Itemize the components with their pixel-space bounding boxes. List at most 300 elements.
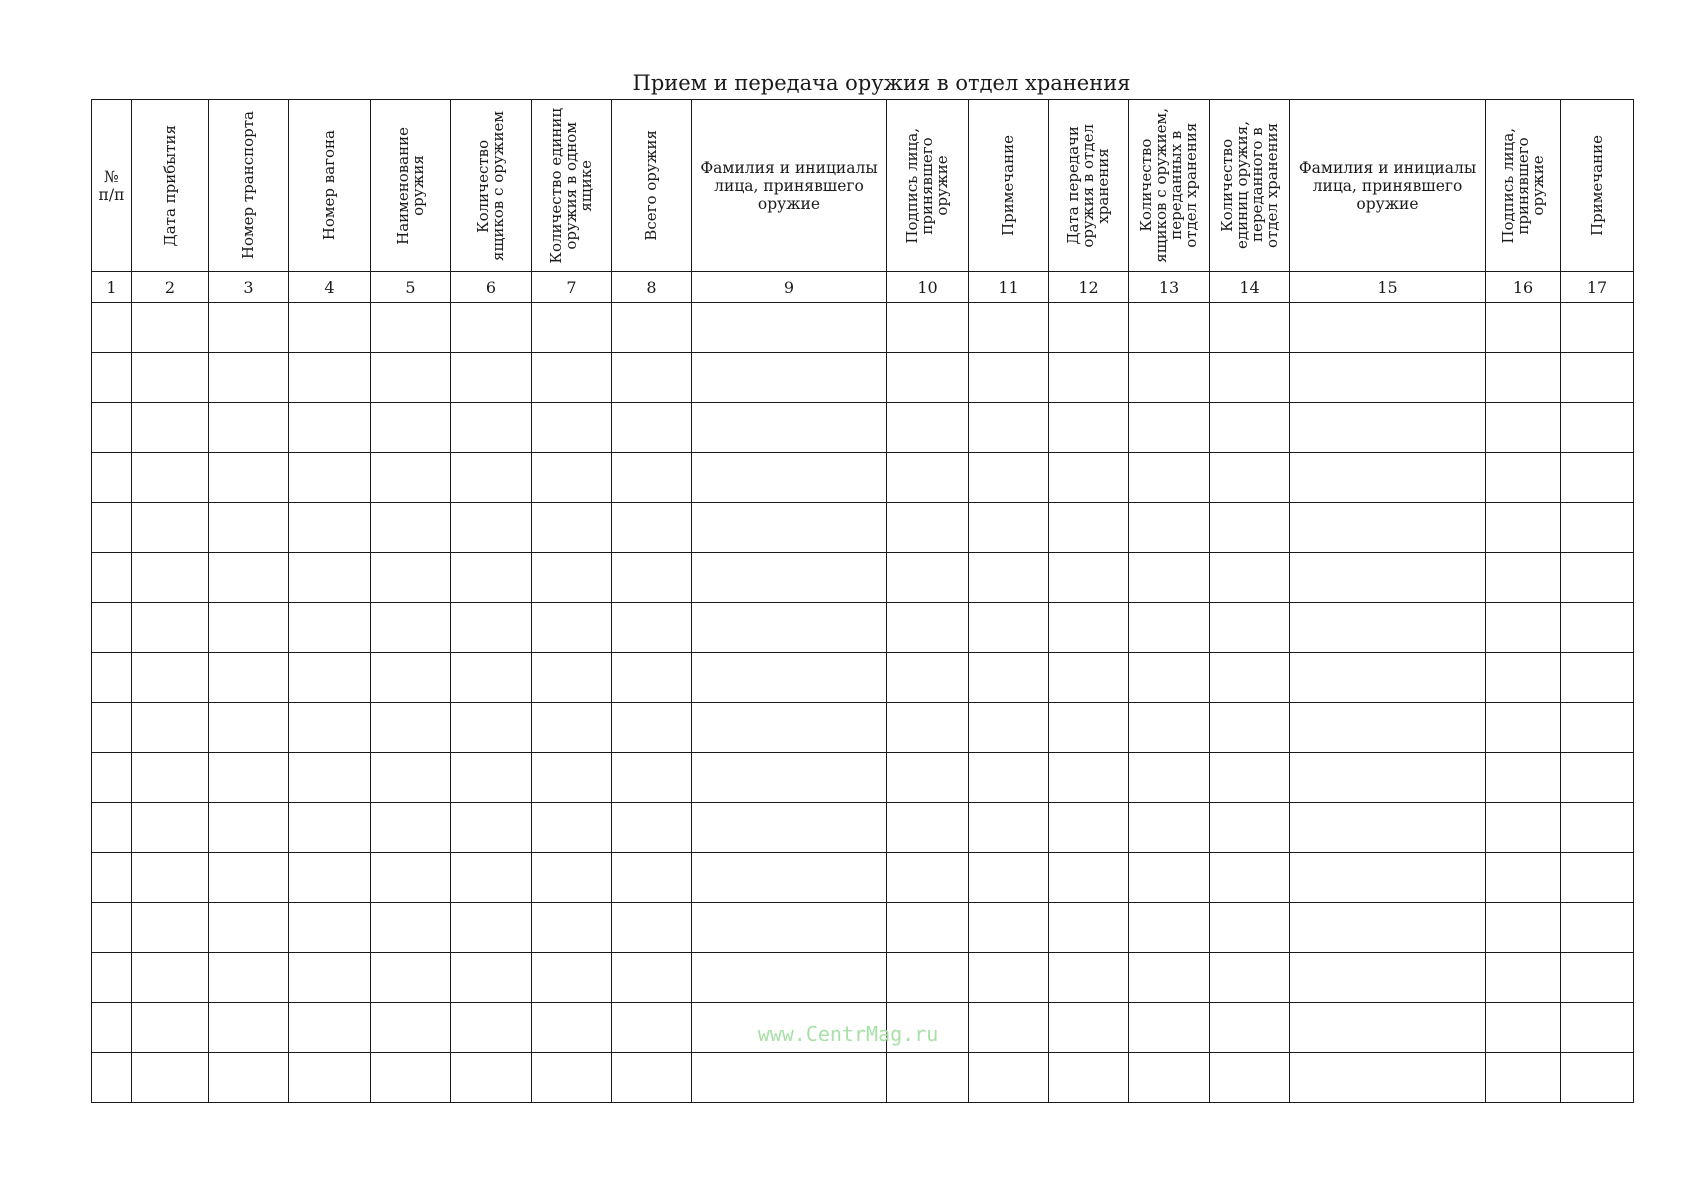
column-number: 9 <box>692 272 887 303</box>
table-cell <box>692 953 887 1003</box>
table-cell <box>532 853 612 903</box>
table-row <box>92 503 1634 553</box>
table-cell <box>451 753 532 803</box>
table-cell <box>612 353 692 403</box>
column-header-wrap <box>969 100 1048 271</box>
table-cell <box>969 753 1049 803</box>
table-cell <box>451 1003 532 1053</box>
table-row <box>92 653 1634 703</box>
table-cell <box>92 753 132 803</box>
table-cell <box>1561 1053 1634 1103</box>
table-cell <box>92 303 132 353</box>
table-cell <box>692 803 887 853</box>
table-cell <box>887 553 969 603</box>
table-cell <box>1210 953 1290 1003</box>
table-cell <box>451 603 532 653</box>
table-cell <box>612 753 692 803</box>
table-cell <box>1210 853 1290 903</box>
table-cell <box>612 653 692 703</box>
column-header-wrap <box>1049 100 1128 271</box>
table-cell <box>1486 953 1561 1003</box>
table-cell <box>371 403 451 453</box>
table-cell <box>92 603 132 653</box>
column-number: 5 <box>371 272 451 303</box>
column-number: 8 <box>612 272 692 303</box>
column-header-wrap <box>209 100 288 271</box>
table-cell <box>969 403 1049 453</box>
table-cell <box>451 703 532 753</box>
table-cell <box>969 453 1049 503</box>
table-cell <box>371 553 451 603</box>
table-cell <box>289 1003 371 1053</box>
table-cell <box>969 853 1049 903</box>
table-cell <box>1049 803 1129 853</box>
table-cell <box>1210 603 1290 653</box>
table-cell <box>1561 903 1634 953</box>
column-header-wrap <box>1129 100 1209 271</box>
table-cell <box>692 853 887 903</box>
table-row <box>92 1003 1634 1053</box>
table-cell <box>451 553 532 603</box>
table-cell <box>132 1053 209 1103</box>
table-cell <box>1486 703 1561 753</box>
table-cell <box>289 503 371 553</box>
table-cell <box>887 453 969 503</box>
column-header-8 <box>612 100 692 272</box>
table-cell <box>1561 503 1634 553</box>
column-header-wrap <box>1486 100 1560 271</box>
table-cell <box>1129 553 1210 603</box>
column-number: 13 <box>1129 272 1210 303</box>
table-row <box>92 903 1634 953</box>
table-cell <box>1561 803 1634 853</box>
table-cell <box>132 1003 209 1053</box>
table-cell <box>1486 903 1561 953</box>
table-cell <box>1290 953 1486 1003</box>
column-header-label: Дата передачи оружия в отдел хранения <box>1064 123 1112 248</box>
table-cell <box>209 653 289 703</box>
table-row <box>92 803 1634 853</box>
page-title: Прием и передача оружия в отдел хранения <box>632 71 1131 95</box>
table-cell <box>132 653 209 703</box>
table-cell <box>451 503 532 553</box>
column-header-label: Фамилия и инициалы лица, принявшего оружие <box>1298 158 1477 213</box>
table-cell <box>451 453 532 503</box>
table-cell <box>1129 653 1210 703</box>
column-number: 16 <box>1486 272 1561 303</box>
column-header-label: Количество ящиков с оружием, переданных в отдел хранения <box>1137 108 1200 263</box>
table-cell <box>132 703 209 753</box>
table-cell <box>887 953 969 1003</box>
column-number: 3 <box>209 272 289 303</box>
table-row <box>92 603 1634 653</box>
table-cell <box>1561 853 1634 903</box>
table-cell <box>1290 653 1486 703</box>
table-cell <box>92 1053 132 1103</box>
table-cell <box>1290 753 1486 803</box>
table-cell <box>1486 803 1561 853</box>
table-cell <box>289 1053 371 1103</box>
table-cell <box>1486 503 1561 553</box>
table-cell <box>209 603 289 653</box>
table-cell <box>532 653 612 703</box>
table-cell <box>612 903 692 953</box>
column-header-label: Фамилия и инициалы лица, принявшего оружие <box>700 158 878 213</box>
table-cell <box>969 603 1049 653</box>
table-cell <box>1561 953 1634 1003</box>
table-cell <box>1486 1003 1561 1053</box>
table-cell <box>371 353 451 403</box>
column-header-3 <box>209 100 289 272</box>
column-header-6 <box>451 100 532 272</box>
table-cell <box>532 403 612 453</box>
table-cell <box>1129 453 1210 503</box>
table-cell <box>371 703 451 753</box>
table-cell <box>612 603 692 653</box>
table-row <box>92 853 1634 903</box>
table-cell <box>1561 753 1634 803</box>
table-cell <box>1561 1003 1634 1053</box>
table-cell <box>1486 753 1561 803</box>
table-cell <box>1049 753 1129 803</box>
table-cell <box>1290 453 1486 503</box>
table-cell <box>451 403 532 453</box>
table-cell <box>887 703 969 753</box>
table-cell <box>1290 503 1486 553</box>
column-number: 12 <box>1049 272 1129 303</box>
table-row <box>92 303 1634 353</box>
column-number-row <box>92 272 1634 303</box>
table-cell <box>132 603 209 653</box>
table-cell <box>612 853 692 903</box>
table-cell <box>209 803 289 853</box>
column-header-label: Количество единиц оружия в одном ящике <box>547 107 595 264</box>
column-header-wrap <box>371 100 450 271</box>
table-cell <box>532 603 612 653</box>
table-cell <box>1049 953 1129 1003</box>
table-cell <box>887 353 969 403</box>
table-cell <box>692 1003 887 1053</box>
table-cell <box>289 553 371 603</box>
column-header-label: Подпись лица, принявшего оружие <box>903 127 951 244</box>
table-row <box>92 1053 1634 1103</box>
table-cell <box>289 853 371 903</box>
table-cell <box>92 953 132 1003</box>
table-cell <box>1290 603 1486 653</box>
table-cell <box>209 1003 289 1053</box>
table-cell <box>887 403 969 453</box>
table-cell <box>371 1053 451 1103</box>
table-cell <box>132 953 209 1003</box>
table-cell <box>132 903 209 953</box>
table-cell <box>887 853 969 903</box>
table-cell <box>209 403 289 453</box>
column-header-wrap <box>289 100 370 271</box>
table-cell <box>451 303 532 353</box>
table-cell <box>209 853 289 903</box>
table-cell <box>1290 553 1486 603</box>
table-cell <box>1129 903 1210 953</box>
column-header-label: № п/п <box>98 167 125 204</box>
table-cell <box>451 853 532 903</box>
table-cell <box>1210 753 1290 803</box>
table-cell <box>451 953 532 1003</box>
table-cell <box>1486 603 1561 653</box>
table-cell <box>371 753 451 803</box>
table-cell <box>1049 353 1129 403</box>
table-row <box>92 403 1634 453</box>
table-cell <box>1486 653 1561 703</box>
column-header-9 <box>692 100 887 272</box>
table-cell <box>1049 553 1129 603</box>
column-header-wrap <box>451 100 531 271</box>
table-cell <box>371 1003 451 1053</box>
column-header-wrap <box>1210 100 1289 271</box>
table-cell <box>612 1053 692 1103</box>
table-cell <box>451 653 532 703</box>
table-cell <box>887 803 969 853</box>
table-cell <box>371 903 451 953</box>
table-cell <box>92 1003 132 1053</box>
table-cell <box>1049 403 1129 453</box>
table-cell <box>532 753 612 803</box>
table-cell <box>132 453 209 503</box>
table-cell <box>1486 853 1561 903</box>
table-cell <box>289 653 371 703</box>
table-cell <box>1049 1003 1129 1053</box>
column-number: 14 <box>1210 272 1290 303</box>
table-cell <box>1049 1053 1129 1103</box>
table-cell <box>1049 653 1129 703</box>
column-header-1 <box>92 100 132 272</box>
column-number: 17 <box>1561 272 1634 303</box>
table-cell <box>1129 503 1210 553</box>
table-cell <box>132 853 209 903</box>
table-cell <box>692 353 887 403</box>
table-cell <box>1049 303 1129 353</box>
column-number: 15 <box>1290 272 1486 303</box>
table-row <box>92 753 1634 803</box>
column-header-12 <box>1049 100 1129 272</box>
table-cell <box>1561 653 1634 703</box>
table-cell <box>451 353 532 403</box>
table-cell <box>1290 403 1486 453</box>
table-row <box>92 953 1634 1003</box>
table-cell <box>1290 853 1486 903</box>
column-number: 4 <box>289 272 371 303</box>
table-cell <box>612 803 692 853</box>
table-cell <box>1129 803 1210 853</box>
column-number: 1 <box>92 272 132 303</box>
column-header-7 <box>532 100 612 272</box>
table-cell <box>1486 303 1561 353</box>
table-cell <box>532 453 612 503</box>
column-number: 7 <box>532 272 612 303</box>
table-cell <box>887 503 969 553</box>
column-header-11 <box>969 100 1049 272</box>
table-cell <box>92 803 132 853</box>
table-cell <box>969 1003 1049 1053</box>
table-cell <box>1129 853 1210 903</box>
table-cell <box>1561 703 1634 753</box>
table-cell <box>1290 1053 1486 1103</box>
table-cell <box>1129 1053 1210 1103</box>
header-row <box>92 100 1634 272</box>
table-cell <box>209 353 289 403</box>
table-cell <box>132 353 209 403</box>
table-cell <box>1561 353 1634 403</box>
table-cell <box>1129 603 1210 653</box>
table-cell <box>132 753 209 803</box>
table-cell <box>969 803 1049 853</box>
column-header-wrap <box>1561 100 1633 271</box>
table-cell <box>969 953 1049 1003</box>
table-cell <box>1210 1053 1290 1103</box>
table-cell <box>1290 303 1486 353</box>
table-cell <box>209 1053 289 1103</box>
table-cell <box>969 1053 1049 1103</box>
table-cell <box>209 903 289 953</box>
table-cell <box>209 953 289 1003</box>
table-cell <box>1129 353 1210 403</box>
column-header-label: Номер транспорта <box>239 111 257 260</box>
table-cell <box>1049 453 1129 503</box>
table-cell <box>1210 1003 1290 1053</box>
table-cell <box>1129 403 1210 453</box>
column-number: 2 <box>132 272 209 303</box>
table-cell <box>1210 803 1290 853</box>
table-cell <box>612 303 692 353</box>
table-cell <box>92 453 132 503</box>
table-cell <box>1049 903 1129 953</box>
table-cell <box>1129 1003 1210 1053</box>
table-cell <box>132 403 209 453</box>
table-cell <box>532 303 612 353</box>
table-cell <box>1561 453 1634 503</box>
table-cell <box>969 303 1049 353</box>
table-cell <box>532 1053 612 1103</box>
table-cell <box>92 553 132 603</box>
column-header-label: Наименование оружия <box>393 126 427 245</box>
table-cell <box>969 703 1049 753</box>
table-cell <box>1210 553 1290 603</box>
table-cell <box>1210 353 1290 403</box>
column-header-10 <box>887 100 969 272</box>
table-cell <box>371 453 451 503</box>
table-cell <box>969 903 1049 953</box>
table-cell <box>692 653 887 703</box>
table-cell <box>692 903 887 953</box>
weapons-transfer-table <box>91 99 1634 1103</box>
table-cell <box>451 903 532 953</box>
table-cell <box>289 753 371 803</box>
table-cell <box>1210 403 1290 453</box>
table-cell <box>209 503 289 553</box>
table-cell <box>887 903 969 953</box>
table-cell <box>1486 453 1561 503</box>
table-cell <box>92 653 132 703</box>
table-cell <box>969 553 1049 603</box>
column-header-4 <box>289 100 371 272</box>
table-cell <box>371 603 451 653</box>
table-cell <box>887 653 969 703</box>
table-cell <box>969 653 1049 703</box>
table-cell <box>692 403 887 453</box>
table-cell <box>451 803 532 853</box>
column-header-15 <box>1290 100 1486 272</box>
table-cell <box>1561 553 1634 603</box>
column-header-17 <box>1561 100 1634 272</box>
table-cell <box>1290 903 1486 953</box>
column-header-label: Количество единиц оружия, переданного в отдел хранения <box>1217 121 1281 250</box>
table-cell <box>451 1053 532 1103</box>
table-cell <box>1561 603 1634 653</box>
table-row <box>92 553 1634 603</box>
table-cell <box>209 753 289 803</box>
table-row <box>92 703 1634 753</box>
column-header-5 <box>371 100 451 272</box>
table-cell <box>371 803 451 853</box>
table-cell <box>132 803 209 853</box>
column-header-16 <box>1486 100 1561 272</box>
column-header-label: Всего оружия <box>642 130 660 241</box>
table-cell <box>209 703 289 753</box>
column-header-wrap <box>532 100 611 271</box>
column-header-wrap <box>887 100 968 271</box>
table-cell <box>209 453 289 503</box>
table-cell <box>532 903 612 953</box>
table-cell <box>1049 503 1129 553</box>
table-cell <box>289 353 371 403</box>
table-cell <box>289 453 371 503</box>
table-cell <box>692 703 887 753</box>
table-cell <box>887 603 969 653</box>
column-header-label: Примечание <box>1587 135 1606 236</box>
table-cell <box>209 553 289 603</box>
column-header-wrap <box>132 100 208 271</box>
table-cell <box>92 353 132 403</box>
table-cell <box>289 953 371 1003</box>
table-cell <box>1561 403 1634 453</box>
table-cell <box>612 953 692 1003</box>
table-cell <box>692 303 887 353</box>
table-cell <box>132 303 209 353</box>
column-header-2 <box>132 100 209 272</box>
table-cell <box>1486 403 1561 453</box>
table-cell <box>1210 453 1290 503</box>
table-cell <box>887 1003 969 1053</box>
column-header-13 <box>1129 100 1210 272</box>
table-cell <box>289 803 371 853</box>
column-header-label: Номер вагона <box>320 130 338 241</box>
table-cell <box>692 603 887 653</box>
table-cell <box>371 303 451 353</box>
column-header-label: Подпись лица, принявшего оружие <box>1498 127 1547 244</box>
table-cell <box>1561 303 1634 353</box>
table-cell <box>1486 353 1561 403</box>
table-cell <box>1210 653 1290 703</box>
table-cell <box>532 503 612 553</box>
table-cell <box>1290 353 1486 403</box>
table-cell <box>532 353 612 403</box>
table-cell <box>1049 603 1129 653</box>
table-cell <box>1049 853 1129 903</box>
table-cell <box>969 353 1049 403</box>
table-cell <box>371 653 451 703</box>
table-cell <box>289 903 371 953</box>
column-number: 11 <box>969 272 1049 303</box>
table-cell <box>1210 303 1290 353</box>
